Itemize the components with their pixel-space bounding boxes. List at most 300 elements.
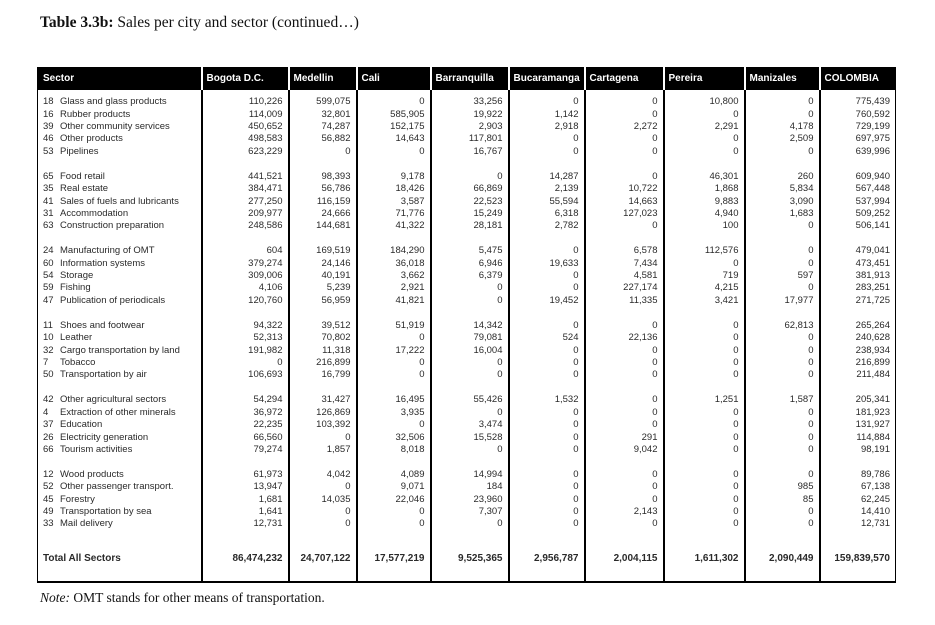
table-number-label: Table 3.3b:: [40, 14, 114, 31]
value-cell: 0: [585, 220, 664, 232]
value-cell: 227,174: [585, 282, 664, 294]
separator-cell: [509, 158, 585, 171]
separator-row: [38, 456, 896, 469]
sector-code: 10: [43, 332, 54, 344]
separator-cell: [202, 158, 289, 171]
value-cell: 0: [357, 146, 431, 158]
table-row: [38, 245, 896, 257]
value-cell: 4,581: [585, 270, 664, 282]
separator-cell: [357, 531, 431, 544]
sector-cell: [38, 344, 202, 356]
sector-name: Manufacturing of OMT: [60, 245, 155, 257]
page-title: [40, 14, 359, 32]
value-cell: 120,760: [202, 295, 289, 307]
value-cell: 85: [745, 494, 820, 506]
sector-name: Real estate: [60, 183, 109, 195]
value-cell: 16,004: [431, 344, 509, 356]
value-cell: 0: [585, 171, 664, 183]
sector-code: 32: [43, 344, 54, 356]
sector-cell: [38, 295, 202, 307]
table-row: [38, 270, 896, 282]
separator-cell: [357, 233, 431, 246]
value-cell: 12,731: [202, 518, 289, 530]
value-cell: 567,448: [820, 183, 896, 195]
value-cell: 0: [585, 518, 664, 530]
value-cell: 0: [745, 257, 820, 269]
sector-cell: [38, 518, 202, 530]
value-cell: 7,434: [585, 257, 664, 269]
value-cell: 184: [431, 481, 509, 493]
separator-row: [38, 382, 896, 395]
value-cell: 159,839,570: [820, 543, 896, 582]
value-cell: 209,977: [202, 208, 289, 220]
value-cell: 9,178: [357, 171, 431, 183]
separator-cell: [585, 158, 664, 171]
sector-code: 11: [43, 319, 53, 331]
value-cell: 46,301: [664, 171, 745, 183]
value-cell: 0: [509, 506, 585, 518]
sector-name: Pipelines: [60, 145, 99, 157]
value-cell: 260: [745, 171, 820, 183]
value-cell: 240,628: [820, 332, 896, 344]
separator-cell: [664, 158, 745, 171]
sector-name: Forestry: [60, 493, 95, 505]
value-cell: 61,973: [202, 469, 289, 481]
value-cell: 0: [289, 481, 357, 493]
value-cell: 19,633: [509, 257, 585, 269]
sector-cell: [38, 506, 202, 518]
separator-cell: [585, 233, 664, 246]
value-cell: 639,996: [820, 146, 896, 158]
sector-name: Tobacco: [60, 357, 96, 368]
value-cell: 537,994: [820, 195, 896, 207]
value-cell: 1,868: [664, 183, 745, 195]
value-cell: 0: [585, 394, 664, 406]
sector-name: Wood products: [60, 468, 124, 480]
value-cell: 14,410: [820, 506, 896, 518]
value-cell: 309,006: [202, 270, 289, 282]
value-cell: 0: [664, 344, 745, 356]
separator-cell: [820, 382, 896, 395]
value-cell: 0: [745, 444, 820, 456]
separator-row: [38, 307, 896, 320]
sector-code: 18: [43, 96, 54, 108]
value-cell: 51,919: [357, 320, 431, 332]
value-cell: 86,474,232: [202, 543, 289, 582]
column-header: Cali: [357, 67, 431, 90]
value-cell: 585,905: [357, 108, 431, 120]
value-cell: 509,252: [820, 208, 896, 220]
value-cell: 0: [431, 357, 509, 369]
value-cell: 2,291: [664, 121, 745, 133]
separator-cell: [289, 233, 357, 246]
value-cell: 0: [357, 518, 431, 530]
value-cell: 473,451: [820, 257, 896, 269]
value-cell: 697,975: [820, 133, 896, 145]
value-cell: 79,274: [202, 444, 289, 456]
header-row: [38, 67, 896, 90]
sector-code: 4: [43, 406, 49, 418]
value-cell: 2,090,449: [745, 543, 820, 582]
value-cell: 2,918: [509, 121, 585, 133]
sector-name: Storage: [60, 270, 94, 282]
separator-cell: [289, 456, 357, 469]
value-cell: 0: [509, 344, 585, 356]
sector-code: 31: [43, 207, 54, 219]
sector-cell: [38, 320, 202, 332]
separator-cell: [509, 233, 585, 246]
value-cell: 114,009: [202, 108, 289, 120]
value-cell: 18,426: [357, 183, 431, 195]
value-cell: 0: [664, 481, 745, 493]
value-cell: 0: [664, 419, 745, 431]
sector-cell: [38, 369, 202, 381]
value-cell: 1,681: [202, 494, 289, 506]
value-cell: 3,935: [357, 407, 431, 419]
value-cell: 24,666: [289, 208, 357, 220]
note-label: Note:: [40, 590, 70, 605]
sector-name: Other agricultural sectors: [60, 394, 167, 406]
value-cell: 0: [585, 407, 664, 419]
sector-name: Glass and glass products: [60, 96, 167, 108]
value-cell: 441,521: [202, 171, 289, 183]
table-row: [38, 369, 896, 381]
value-cell: 98,191: [820, 444, 896, 456]
table-body: [38, 90, 896, 582]
value-cell: 0: [289, 518, 357, 530]
table-row: [38, 407, 896, 419]
table-title-text: Sales per city and sector (continued…): [113, 14, 359, 31]
value-cell: 0: [664, 469, 745, 481]
table-row: [38, 431, 896, 443]
value-cell: 0: [431, 171, 509, 183]
value-cell: 3,474: [431, 419, 509, 431]
separator-cell: [664, 456, 745, 469]
value-cell: 28,181: [431, 220, 509, 232]
sector-name: Rubber products: [60, 108, 131, 120]
value-cell: 0: [745, 282, 820, 294]
sector-code: 53: [43, 145, 54, 157]
value-cell: 0: [664, 431, 745, 443]
value-cell: 0: [357, 369, 431, 381]
value-cell: 0: [289, 146, 357, 158]
sector-cell: [38, 469, 202, 481]
sector-cell: [38, 133, 202, 145]
value-cell: 0: [664, 494, 745, 506]
sector-code: 47: [43, 294, 54, 306]
value-cell: 2,004,115: [585, 543, 664, 582]
value-cell: 22,523: [431, 195, 509, 207]
separator-cell: [431, 233, 509, 246]
value-cell: 23,960: [431, 494, 509, 506]
separator-cell: [357, 382, 431, 395]
value-cell: 2,782: [509, 220, 585, 232]
value-cell: 0: [431, 407, 509, 419]
value-cell: 0: [431, 518, 509, 530]
table-row: [38, 320, 896, 332]
value-cell: 0: [585, 357, 664, 369]
sector-name: Shoes and footwear: [60, 319, 145, 331]
separator-cell: [585, 456, 664, 469]
value-cell: 1,587: [745, 394, 820, 406]
separator-cell: [585, 382, 664, 395]
value-cell: 71,776: [357, 208, 431, 220]
sector-code: 45: [43, 493, 54, 505]
value-cell: 0: [585, 419, 664, 431]
sector-name: Extraction of other minerals: [60, 406, 176, 418]
table-row: [38, 481, 896, 493]
sector-code: 65: [43, 170, 54, 182]
value-cell: 623,229: [202, 146, 289, 158]
table-row: [38, 444, 896, 456]
sector-name: Food retail: [60, 170, 105, 182]
separator-cell: [664, 233, 745, 246]
separator-cell: [745, 531, 820, 544]
sector-code: 66: [43, 443, 54, 455]
value-cell: 0: [509, 444, 585, 456]
sector-name: Transportation by sea: [60, 506, 152, 518]
value-cell: 0: [431, 444, 509, 456]
value-cell: 0: [357, 506, 431, 518]
sector-code: 50: [43, 369, 54, 381]
value-cell: 384,471: [202, 183, 289, 195]
value-cell: 604: [202, 245, 289, 257]
value-cell: 67,138: [820, 481, 896, 493]
value-cell: 1,857: [289, 444, 357, 456]
value-cell: 0: [509, 245, 585, 257]
column-header: Medellin: [289, 67, 357, 90]
sector-name: Accommodation: [60, 207, 129, 219]
value-cell: 0: [664, 506, 745, 518]
value-cell: 0: [745, 469, 820, 481]
value-cell: 39,512: [289, 320, 357, 332]
table-row: [38, 183, 896, 195]
separator-cell: [820, 233, 896, 246]
sector-name: Mail delivery: [60, 518, 113, 530]
value-cell: 6,379: [431, 270, 509, 282]
value-cell: 0: [664, 518, 745, 530]
value-cell: 14,663: [585, 195, 664, 207]
value-cell: 2,143: [585, 506, 664, 518]
value-cell: 775,439: [820, 96, 896, 108]
value-cell: 22,136: [585, 332, 664, 344]
sector-name: Information systems: [60, 257, 145, 269]
value-cell: 379,274: [202, 257, 289, 269]
separator-cell: [820, 307, 896, 320]
table-row: [38, 357, 896, 369]
separator-cell: [745, 233, 820, 246]
value-cell: 0: [745, 220, 820, 232]
value-cell: 3,421: [664, 295, 745, 307]
separator-cell: [202, 307, 289, 320]
value-cell: 110,226: [202, 96, 289, 108]
value-cell: 216,899: [820, 357, 896, 369]
table-row: [38, 469, 896, 481]
value-cell: 184,290: [357, 245, 431, 257]
value-cell: 5,239: [289, 282, 357, 294]
value-cell: 0: [357, 332, 431, 344]
sector-cell: [38, 419, 202, 431]
sector-code: 60: [43, 257, 54, 269]
value-cell: 55,594: [509, 195, 585, 207]
value-cell: 11,335: [585, 295, 664, 307]
separator-cell: [38, 233, 202, 246]
sector-name: Publication of periodicals: [60, 294, 166, 306]
sector-name: Electricity generation: [60, 431, 149, 443]
separator-cell: [431, 531, 509, 544]
separator-cell: [820, 158, 896, 171]
separator-cell: [357, 307, 431, 320]
sector-code: 49: [43, 506, 54, 518]
value-cell: 0: [509, 357, 585, 369]
total-row: [38, 543, 896, 582]
value-cell: 479,041: [820, 245, 896, 257]
value-cell: 0: [664, 357, 745, 369]
value-cell: 271,725: [820, 295, 896, 307]
sector-cell: [38, 282, 202, 294]
separator-cell: [357, 456, 431, 469]
value-cell: 211,484: [820, 369, 896, 381]
separator-cell: [38, 456, 202, 469]
value-cell: 16,767: [431, 146, 509, 158]
table-row: [38, 171, 896, 183]
value-cell: 191,982: [202, 344, 289, 356]
value-cell: 0: [745, 344, 820, 356]
separator-cell: [745, 382, 820, 395]
value-cell: 56,882: [289, 133, 357, 145]
value-cell: 117,801: [431, 133, 509, 145]
value-cell: 24,707,122: [289, 543, 357, 582]
value-cell: 0: [585, 133, 664, 145]
value-cell: 98,393: [289, 171, 357, 183]
separator-cell: [38, 382, 202, 395]
sector-code: 46: [43, 133, 54, 145]
sector-cell: [38, 494, 202, 506]
value-cell: 0: [664, 369, 745, 381]
value-cell: 2,272: [585, 121, 664, 133]
value-cell: 10,722: [585, 183, 664, 195]
value-cell: 32,801: [289, 108, 357, 120]
sector-cell: [38, 171, 202, 183]
value-cell: 74,287: [289, 121, 357, 133]
value-cell: 0: [357, 96, 431, 108]
sales-table: [37, 67, 896, 583]
value-cell: 24,146: [289, 257, 357, 269]
value-cell: 9,883: [664, 195, 745, 207]
sector-cell: [38, 220, 202, 232]
value-cell: 0: [664, 407, 745, 419]
separator-cell: [745, 307, 820, 320]
separator-row: [38, 531, 896, 544]
value-cell: 4,940: [664, 208, 745, 220]
sector-code: 35: [43, 183, 54, 195]
value-cell: 2,903: [431, 121, 509, 133]
column-header: Bucaramanga: [509, 67, 585, 90]
table-row: [38, 332, 896, 344]
value-cell: 0: [664, 108, 745, 120]
value-cell: 32,506: [357, 431, 431, 443]
table-row: [38, 295, 896, 307]
value-cell: 0: [585, 369, 664, 381]
column-header: Pereira: [664, 67, 745, 90]
value-cell: 0: [745, 407, 820, 419]
sector-code: 52: [43, 481, 54, 493]
sector-code: 39: [43, 120, 54, 132]
value-cell: 277,250: [202, 195, 289, 207]
value-cell: 0: [509, 494, 585, 506]
value-cell: 0: [745, 332, 820, 344]
table-row: [38, 394, 896, 406]
table-row: [38, 518, 896, 530]
sector-name: Construction preparation: [60, 220, 165, 232]
value-cell: 100: [664, 220, 745, 232]
sector-cell: [38, 245, 202, 257]
separator-cell: [664, 382, 745, 395]
sector-name: Tourism activities: [60, 443, 133, 455]
value-cell: 3,662: [357, 270, 431, 282]
column-header: Barranquilla: [431, 67, 509, 90]
sector-name: Transportation by air: [60, 369, 147, 381]
separator-cell: [509, 456, 585, 469]
table-row: [38, 195, 896, 207]
value-cell: 498,583: [202, 133, 289, 145]
value-cell: 0: [289, 431, 357, 443]
value-cell: 729,199: [820, 121, 896, 133]
sector-code: 54: [43, 270, 54, 282]
value-cell: 0: [745, 146, 820, 158]
value-cell: 31,427: [289, 394, 357, 406]
value-cell: 0: [509, 320, 585, 332]
table-row: [38, 419, 896, 431]
separator-cell: [745, 456, 820, 469]
value-cell: 169,519: [289, 245, 357, 257]
sector-code: 33: [43, 518, 54, 530]
value-cell: 0: [509, 481, 585, 493]
value-cell: 291: [585, 431, 664, 443]
separator-cell: [431, 158, 509, 171]
value-cell: 9,071: [357, 481, 431, 493]
value-cell: 66,560: [202, 431, 289, 443]
separator-cell: [289, 382, 357, 395]
value-cell: 0: [745, 369, 820, 381]
table-row: [38, 208, 896, 220]
value-cell: 40,191: [289, 270, 357, 282]
value-cell: 0: [745, 419, 820, 431]
value-cell: 0: [509, 431, 585, 443]
table-row: [38, 108, 896, 120]
value-cell: 52,313: [202, 332, 289, 344]
separator-cell: [431, 456, 509, 469]
value-cell: 62,813: [745, 320, 820, 332]
sector-cell: [38, 444, 202, 456]
value-cell: 248,586: [202, 220, 289, 232]
table-row: [38, 133, 896, 145]
value-cell: 0: [585, 469, 664, 481]
value-cell: 0: [509, 96, 585, 108]
value-cell: 22,235: [202, 419, 289, 431]
separator-row: [38, 233, 896, 246]
value-cell: 1,611,302: [664, 543, 745, 582]
value-cell: 1,142: [509, 108, 585, 120]
table-row: [38, 344, 896, 356]
value-cell: 1,641: [202, 506, 289, 518]
value-cell: 15,249: [431, 208, 509, 220]
value-cell: 985: [745, 481, 820, 493]
separator-cell: [289, 307, 357, 320]
value-cell: 3,090: [745, 195, 820, 207]
value-cell: 16,495: [357, 394, 431, 406]
value-cell: 1,683: [745, 208, 820, 220]
